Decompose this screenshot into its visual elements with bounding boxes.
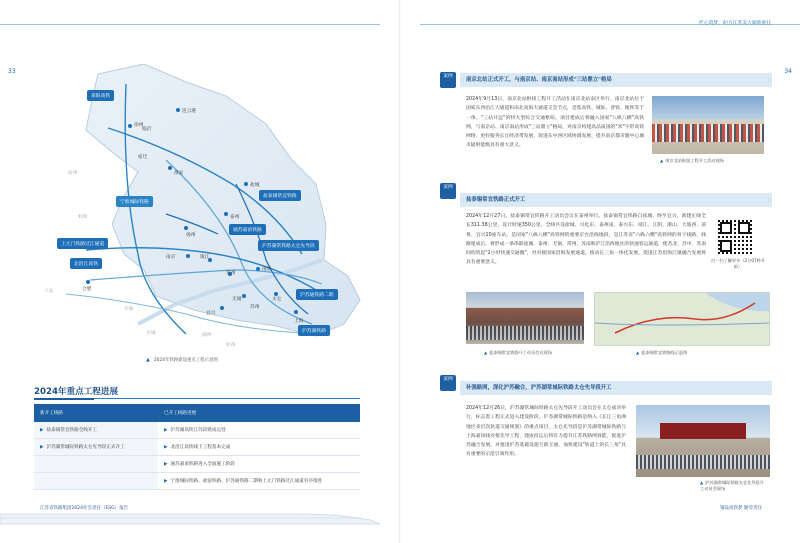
- city-label: 合肥: [82, 287, 92, 292]
- photo-caption: ▲ 南京北站枢纽工程开工活动现场: [660, 158, 724, 163]
- col-open-lines: 已开工线路进展: [158, 404, 360, 422]
- arrow-icon: ▶: [164, 445, 168, 450]
- new-line-cell: ▶ 盐泰锡常宜铁路全线开工: [34, 422, 158, 439]
- footer-right-text: 铺设高铁梦 勤劳责任: [720, 506, 762, 511]
- case-body: 2024年12月26日，沪苏湖常城际铁路太仓先导段开工动员会在太仓成功举行，标志着工程正式进入建设阶段。沪苏湖常城际铁路是纳入《长江三角洲地区多层次轨道交通规划》的重点项目，太仓先导段是沪苏湖常城际铁路与上海嘉闵线对接先导工程，建成投运后将有力提升江苏铁路网效能，促进沪苏融合发展，对推进沪苏基础设施互联互通、加快建设"轨道上的长三角"具有重要的示范引领作用。: [466, 406, 626, 458]
- city-label: 上海: [294, 319, 304, 324]
- triangle-icon: ▲: [146, 357, 150, 363]
- city-label: 连云港: [182, 109, 197, 114]
- map-graphic: [26, 64, 376, 354]
- city-label: 芜湖: [124, 307, 134, 312]
- map-tag-husu2: 沪苏湖铁路: [298, 325, 330, 336]
- photo-caption: ▲ 沪苏湖常城际铁路太仓先导段开工动员会现场: [700, 480, 764, 491]
- left-page-number: 33: [8, 68, 16, 75]
- railway-map: [26, 64, 376, 354]
- new-line-cell: [34, 456, 158, 473]
- col-new-lines: 新开工线路: [34, 404, 158, 422]
- new-line-cell: ▶ 沪苏湖常城际铁路太仓先导段正式开工: [34, 439, 158, 456]
- city-label: 宿迁: [138, 155, 148, 160]
- table-row: [34, 456, 360, 473]
- route-map-photo: [594, 292, 770, 346]
- map-caption: [146, 357, 218, 363]
- city-label: 无锡: [232, 297, 242, 302]
- right-page-number: 34: [784, 68, 792, 75]
- city-label: 南通: [262, 267, 272, 272]
- city-label: 盐城: [250, 183, 260, 188]
- map-tag-beiyan: 北沿江高铁: [70, 258, 102, 269]
- city-label: 临沂: [142, 127, 152, 132]
- city-label: 泰州: [230, 215, 240, 220]
- city-label: 宣城: [146, 331, 156, 336]
- city-label: 太仓: [272, 297, 282, 302]
- new-line-cell: [34, 473, 158, 490]
- open-line-cell: ▶ 北沿江高铁线下工程基本完成: [158, 439, 360, 456]
- case-title: 补强路网，深化沪苏融合，沪苏湖常城际铁路太仓先导段开工: [460, 381, 772, 395]
- table-row: [34, 422, 360, 439]
- case-body: 2024年12月27日，盐泰锡常宜铁路开工动员会议在泰州举行。盐泰锡常宜铁路自盐城，终至宜兴，新建正线全长311.38公里，设计时速350公里，全线共设盐城、兴化东、泰州南、泰兴东、靖江、江阴、港山、大坡西、前黄、宜兴10座车站。是国家"八纵八横"高铁网的重要京台沿线地段，是江苏省"六纵六横"高铁网的骨干线路，线路建成后，将形成一条串联盐城、泰州、无锡、常州、苏南和沪江沿海地区的快速客运通道，使苏北、苏中、苏南间构筑起"2小时快速交通圈"，对对接国家沿海发展通道，推动长三角一体化发展，促进江苏沿海江镇融合发展将具有重要意义。: [466, 214, 706, 266]
- city-label: 常州: [226, 271, 236, 276]
- open-line-cell: ▶ 通苏嘉甬铁路进入全面施工阶段: [158, 456, 360, 473]
- table-row: [34, 473, 360, 490]
- open-line-cell: ▶ 沪苏湖高铁江苏段建成运营: [158, 422, 360, 439]
- footer-left-text: 江苏省铁路集团2024社会责任（ESG）报告: [40, 506, 129, 511]
- route-map-graphic: [595, 293, 769, 345]
- progress-rule-accent: [34, 398, 94, 400]
- progress-title: 2024年重点工程进展: [34, 387, 119, 397]
- city-label: 徐州: [134, 123, 144, 128]
- map-tag-husu: 沪苏湖常铁路太仓先导段: [258, 240, 319, 251]
- ceremony-photo: [652, 96, 764, 154]
- case-title: 南京北站正式开工，与南京站、南京南站形成"三站鼎立"格局: [460, 73, 772, 87]
- arrow-icon: ▶: [40, 428, 44, 433]
- progress-table: [34, 404, 360, 490]
- qr-code[interactable]: [718, 220, 752, 254]
- map-tag-lianxu: 莱阳高铁: [87, 90, 114, 101]
- city-label: 宿州: [68, 171, 78, 176]
- city-label: 湖州: [202, 333, 212, 338]
- arrow-icon: ▶: [164, 479, 168, 484]
- case-label: 案例: [440, 72, 456, 88]
- triangle-icon: ▲: [636, 350, 640, 355]
- triangle-icon: ▲: [660, 158, 664, 163]
- case-label: 案例: [440, 183, 456, 199]
- city-label: 蚌埠: [78, 215, 88, 220]
- header-tagline: 匠心筑梦，助力江苏美大湖新重任: [699, 21, 771, 26]
- case-title: 盐泰锡常宜铁路正式开工: [460, 193, 772, 207]
- left-top-rule: [0, 24, 380, 25]
- case-body: 2024年9月13日，南京北站枢纽工程开工活动在南京北站南区举行。南京北站位于国家东西沿江大通道和南北高海大通道交会节点，是集高铁、城际、普铁、地铁等于一体、"三站开远"的特大型综合交通枢纽。项目建成后将融入国家"八纵八横"高铁网，与南京站、南京南站形成"三站鼎立"格局，对南京构建高品质国的"米"字形高铁网络、更好服务长江经济带发展、促进东中西区域协调发展、提升南京都市圈中心城市辐射能级具有重大意义。: [466, 97, 644, 149]
- map-tag-tongsu: 通苏嘉甬铁路: [229, 224, 266, 235]
- city-label: 南京: [166, 255, 176, 260]
- qr-caption: 扫一扫了解更多（2分07秒开始）: [710, 258, 766, 269]
- page-gutter: [399, 0, 401, 543]
- table-row: [34, 439, 360, 456]
- triangle-icon: ▲: [700, 480, 704, 485]
- map-tag-huning: 沪苏通铁路二期: [296, 289, 338, 300]
- photo-caption: ▲ 盐泰锡常宜铁路线示意图: [636, 350, 688, 355]
- city-label: 苏州: [250, 305, 260, 310]
- city-label: 宜兴: [206, 311, 216, 316]
- city-label: 镇江: [200, 255, 210, 260]
- open-line-cell: ▶ 宁淮城际铁路、盐宿铁路、沪苏通铁路二期和上元门铁路过江通道有序推进: [158, 473, 360, 490]
- city-label: 扬州: [186, 233, 196, 238]
- city-label: 淮安: [174, 171, 184, 176]
- progress-header-row: [34, 404, 360, 422]
- triangle-icon: ▲: [484, 350, 488, 355]
- taicang-ceremony-photo: [636, 405, 770, 477]
- map-tag-ningxu: 宁淮城际铁路: [116, 196, 153, 207]
- arrow-icon: ▶: [40, 445, 44, 450]
- meeting-photo: [466, 292, 584, 344]
- arrow-icon: ▶: [164, 428, 168, 433]
- city-label: 杭州: [226, 343, 236, 348]
- map-tag-shangyuan: 上元门铁路过江通道: [57, 238, 108, 249]
- arrow-icon: ▶: [164, 462, 168, 467]
- city-label: 六安: [44, 289, 54, 294]
- photo-caption: ▲ 盐泰锡常宜铁路开工动员会议现场: [484, 350, 553, 355]
- case-label: 案例: [440, 375, 456, 391]
- map-tag-yantai: 盐泰锡常宜铁路: [259, 190, 301, 201]
- map-caption-text: 2024年铁路建设重点工程示意图: [153, 358, 218, 363]
